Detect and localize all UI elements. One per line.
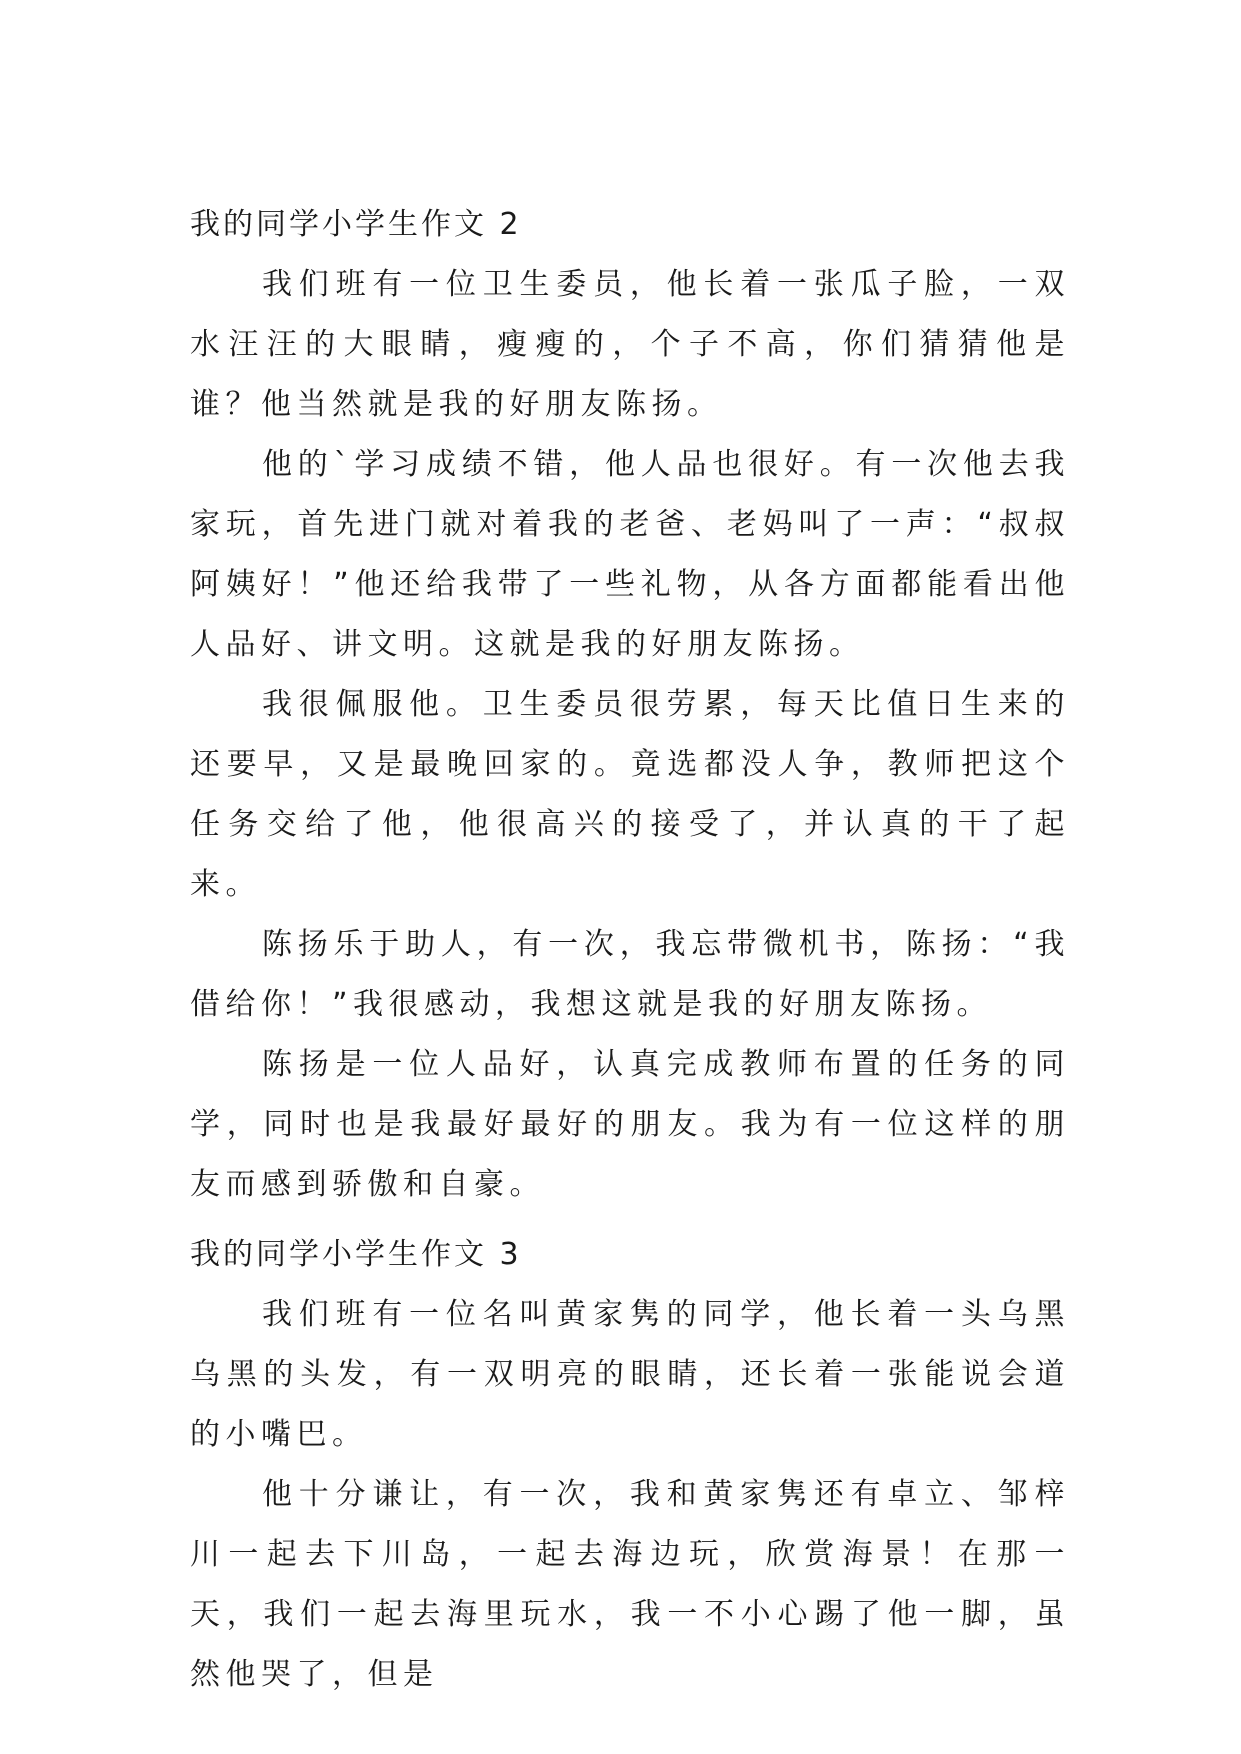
paragraph: 我们班有一位名叫黄家隽的同学，他长着一头乌黑乌黑的头发，有一双明亮的眼睛，还长着一张能说会道的小嘴巴。 [190, 1297, 1070, 1452]
paragraph: 陈扬是一位人品好，认真完成教师布置的任务的同学，同时也是我最好最好的朋友。我为有一位这样的朋友而感到骄傲和自豪。 [190, 1047, 1070, 1202]
essay-section [190, 1225, 1070, 1705]
paragraph: 我很佩服他。卫生委员很劳累，每天比值日生来的还要早，又是最晚回家的。竟选都没人争，教师把这个任务交给了他，他很高兴的接受了，并认真的干了起来。 [190, 687, 1070, 902]
essay-section [190, 195, 1070, 1215]
paragraph: 他十分谦让，有一次，我和黄家隽还有卓立、邹梓川一起去下川岛，一起去海边玩，欣赏海景！在那一天，我们一起去海里玩水，我一不小心踢了他一脚，虽然他哭了，但是 [190, 1477, 1070, 1692]
paragraph: 他的`学习成绩不错，他人品也很好。有一次他去我家玩，首先进门就对着我的老爸、老妈叫了一声：“叔叔阿姨好！”他还给我带了一些礼物，从各方面都能看出他人品好、讲文明。这就是我的好朋友陈扬。 [190, 447, 1070, 662]
essay-title: 我的同学小学生作文 3 [190, 1237, 522, 1272]
essay-title: 我的同学小学生作文 2 [190, 207, 522, 242]
paragraph: 陈扬乐于助人，有一次，我忘带微机书，陈扬：“我借给你！”我很感动，我想这就是我的好朋友陈扬。 [190, 927, 1070, 1022]
paragraph: 我们班有一位卫生委员，他长着一张瓜子脸，一双水汪汪的大眼睛，瘦瘦的，个子不高，你们猜猜他是谁？他当然就是我的好朋友陈扬。 [190, 267, 1070, 422]
